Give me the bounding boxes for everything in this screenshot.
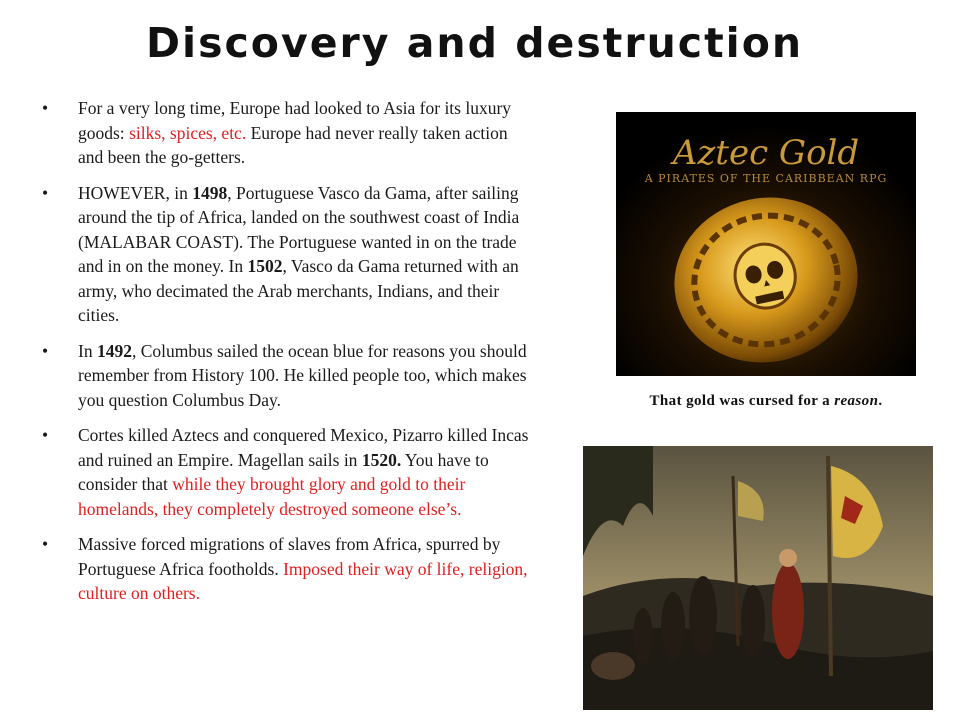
body-text: , Vasco da Gama returned with an army, who decimated the Arab merchants, Indians, and their cities. [78,256,519,325]
body-text: For a very long time, Europe had looked to Asia for its luxury goods: [78,98,512,143]
body-text: Massive forced migrations of slaves from Africa, spurred by Portuguese Africa footholds. [78,534,501,579]
bullet-item [42,96,534,170]
year-text: 1498 [192,182,228,203]
bullet-marker: • [42,534,49,554]
bullet-list [42,96,534,617]
aztec-gold-image [616,112,916,376]
image-caption: That gold was cursed for a reason. [649,393,883,409]
body-text: HOWEVER, in [78,182,193,203]
year-text: 1502 [247,256,283,276]
bullet-marker: • [42,340,49,361]
bullet-item [42,339,534,413]
highlighted-text: while they brought glory and gold to their homelands, they completely destroyed someone else’s. [78,474,466,519]
body-text: , Columbus sailed the ocean blue for reasons you should remember from History 100. He killed people too, which makes you question Columbus Day. [78,340,527,410]
body-text: You have to consider that [78,449,489,494]
bullet-marker: • [42,182,49,203]
body-text: In [78,340,97,361]
year-text: 1492 [96,340,132,361]
bullet-marker: • [42,98,49,118]
body-text: Europe had never really taken action and been the go-getters. [78,122,508,167]
year-text: 1520. [361,449,402,470]
slide-title: Discovery and destruction [146,19,804,67]
highlighted-text: silks, spices, etc. [129,122,247,143]
columbus-landing-painting [583,446,933,710]
body-text: Cortes killed Aztecs and conquered Mexico, Pizarro killed Incas and ruined an Empire. Magellan sails in [78,425,529,470]
highlighted-text: Imposed their way of life, religion, culture on others. [78,558,528,603]
bullet-item [42,181,534,328]
logo-subtitle-text: A PIRATES OF THE CARIBBEAN RPG [644,172,888,185]
bullet-marker: • [42,425,49,445]
logo-title-text: Aztec Gold [672,133,860,173]
body-text: , Portuguese Vasco da Gama, after sailing around the tip of Africa, landed on the southwest coast of India (MALABAR COAST). The Portuguese wanted in on the trade and in on the money. In [78,182,520,276]
bullet-item [42,423,534,521]
bullet-item [42,532,534,606]
